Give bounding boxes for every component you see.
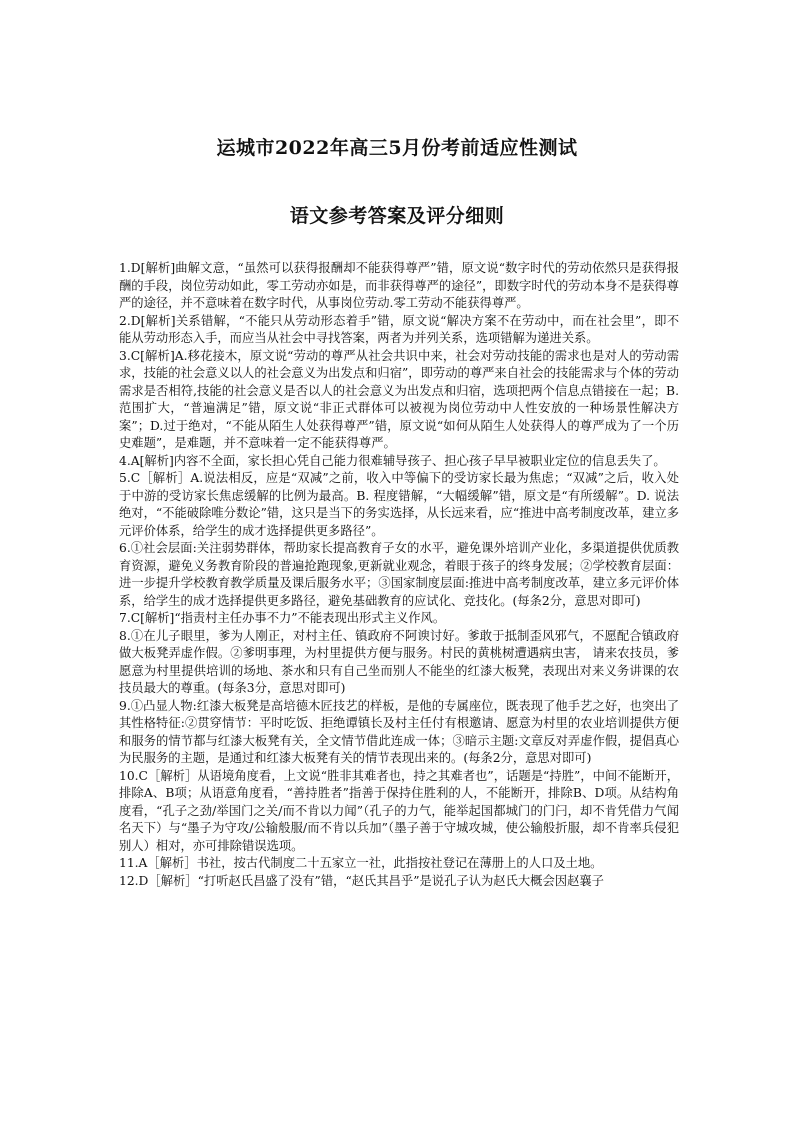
answer-item-3: 3.C[解析]A.移花接木，原文说“劳动的尊严从社会共识中来，社会对劳动技能的需求也是对人的劳动需求，技能的社会意义以人的社会意义为出发点和归宿”，即劳动的尊严来自社会的技能需求与个体的劳动需求是否相符,技能的社会意义是否以人的社会意义为出发点和归宿，选项把两个信息点错接在一起；B.范围扩大，“普遍满足”错，原文说“非正式群体可以被视为岗位劳动中人性安放的一种场景性解决方案”；D.过于绝对，“不能从陌生人处获得尊严”错，原文说“如何从陌生人处获得人的尊严成为了一个历史难题”，是难题，并不意味着一定不能获得尊严。 — [119, 348, 679, 450]
answer-item-11: 11.A［解析］书社，按古代制度二十五家立一社，此指按社登记在薄册上的人口及土地。 — [119, 856, 603, 870]
answer-item-2: 2.D[解析]关系错解，“不能只从劳动形态着手”错，原文说“解决方案不在劳动中，而在社会里”，即不能从劳动形态入手，而应当从社会中寻找答案，两者为并列关系，选项错解为递进关系。 — [119, 313, 679, 345]
answer-item-6: 6.①社会层面:关注弱势群体，帮助家长提高教育子女的水平，避免课外培训产业化，多渠道提供优质教育资源，避免义务教育阶段的普遍抢跑现象,更新就业观念，着眼于孩子的终身发展；②学校教育层面：进一步提升学校教育教学质量及课后服务水平；③国家制度层面:推进中高考制度改革，建立多元评价体系，给学生的成才选择提供更多路径，避免基础教育的应试化、竞技化。(每条2分，意思对即可) — [119, 541, 679, 608]
answer-item-5: 5.C［解析］A.说法相反，应是“双减”之前，收入中等偏下的受访家长最为焦虑；“双减”之后，收入处于中游的受访家长焦虑缓解的比例为最高。B. 程度错解，“大幅缓解”错，原文是“有所缓解”。D. 说法绝对，“不能破除唯分数论”错，这只是当下的务实选择，从长远来看，应“推进中高考制度改革，建立多元评价体系，给学生的成才选择提供更多路径”。 — [119, 471, 679, 538]
answer-item-4: 4.A[解析]内容不全面，家长担心凭自己能力很难辅导孩子、担心孩子早早被职业定位的信息丢失了。 — [119, 453, 666, 468]
answer-item-7: 7.C[解析]“指责村主任办事不力”不能表现出形式主义作风。 — [119, 611, 446, 625]
answer-item-8: 8.①在儿子眼里，爹为人刚正，对村主任、镇政府不阿谀讨好。爹敢于抵制歪风邪气，不愿配合镇政府做大板凳弄虚作假。②爹明事理，为村里提供方便与服务。村民的黄桃树遭遇病虫害， 请来农技员，爹愿意为村里提供培训的场地、茶水和只有自己坐而别人不能坐的红漆大板凳，表现出对来义务讲课的农技员最大的尊重。(每条3分，意思对即可) — [119, 628, 679, 695]
answer-item-1: 1.D[解析]曲解文意，“虽然可以获得报酬却不能获得尊严”错，原文说“数字时代的劳动依然只是获得报酬的手段，岗位劳动如此，零工劳动亦如是，而非获得尊严的途径”，即数字时代的劳动本身不是获得尊严的途径，并不意味着在数字时代，从事岗位劳动.零工劳动不能获得尊严。 — [119, 261, 679, 310]
answer-list — [119, 260, 679, 890]
answer-item-10: 10.C［解析］从语境角度看，上文说“胜非其难者也，持之其难者也”，话题是“持胜”，中间不能断开，排除A、B项；从语意角度看，“善持胜者”指善于保持住胜利的人，不能断开，排除B、D项。从结构角度看，“孔子之劲/举国门之关/而不肯以力闻”（孔子的力气，能举起国都城门的门闩，却不肯凭借力气闻名天下）与“墨子为守攻/公输般服/而不肯以兵加”（墨子善于守城攻城，使公输般折服，却不肯率兵侵犯别人）相对，亦可排除错误选项。 — [119, 768, 679, 853]
answer-item-9: 9.①凸显人物:红漆大板凳是高培德木匠技艺的样板，是他的专属座位，既表现了他手艺之好，也突出了其性格特征:②贯穿情节：平时吃饭、拒绝谭镇长及村主任付有根邀请、愿意为村里的农业培训提供方便和服务的情节都与红漆大板凳有关，全文情节借此连成一体；③暗示主题:文章反对弄虚作假，提倡真心为民服务的主题，是通过和红漆大板凳有关的情节表现出来的。(每条2分，意思对即可) — [119, 698, 679, 765]
answer-item-12: 12.D［解析］“打听赵氏昌盛了没有”错，“赵氏其昌乎”是说孔子认为赵氏大概会因赵襄子 — [119, 873, 604, 888]
document-subtitle: 语文参考答案及评分细则 — [289, 205, 505, 227]
document-title: 运城市2022年高三5月份考前适应性测试 — [216, 137, 578, 159]
